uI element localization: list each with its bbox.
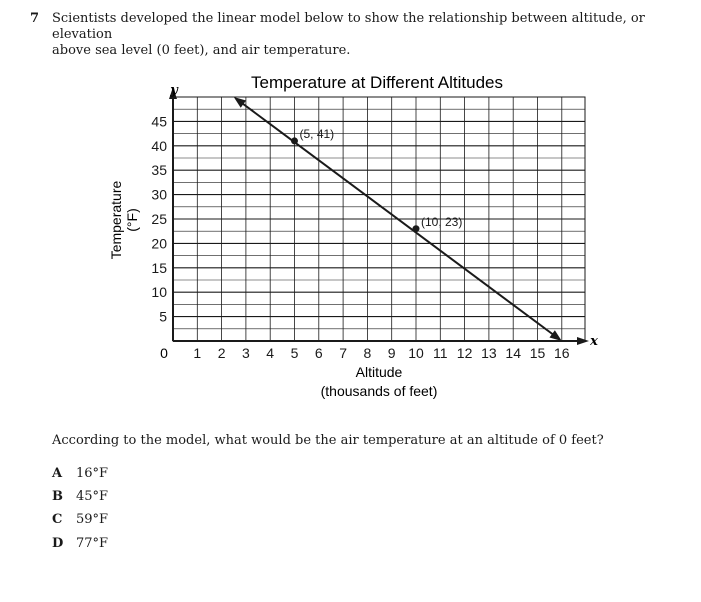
question-number: 7	[30, 11, 40, 26]
data-points	[291, 127, 462, 232]
x-tick-label: 12	[456, 345, 473, 361]
x-axis-label-line1: Altitude	[355, 364, 403, 380]
choice-text: 77°F	[76, 536, 109, 551]
x-tick-label: 14	[505, 345, 521, 361]
choice-letter: D	[52, 536, 64, 551]
x-tick-label: 6	[314, 345, 323, 361]
y-axis-label-line1: Temperature	[108, 180, 124, 260]
choice-text: 45°F	[76, 489, 109, 504]
origin-label: 0	[160, 345, 168, 361]
y-axis-letter: y	[170, 83, 178, 98]
choice-text: 16°F	[76, 466, 109, 481]
x-tick-label: 3	[242, 345, 250, 361]
y-tick-label: 20	[151, 235, 167, 252]
choice-letter: A	[52, 466, 63, 481]
choice-text: 59°F	[76, 512, 109, 527]
question-text-line1: Scientists developed the linear model below to show the relationship between altitude, or elevation	[52, 11, 645, 42]
y-tick-label: 40	[151, 137, 167, 154]
y-axis-label-line2: (°F)	[124, 208, 140, 232]
model-line-arrow-start	[234, 97, 246, 108]
x-tick-label: 11	[433, 345, 448, 361]
chart-title: Temperature at Different Altitudes	[251, 73, 503, 92]
x-tick-label: 1	[193, 345, 202, 361]
x-tick-label: 7	[339, 345, 347, 361]
x-axis-arrow	[577, 337, 589, 345]
y-tick-label: 45	[151, 113, 167, 130]
y-tick-label: 30	[151, 186, 167, 203]
y-tick-label: 35	[151, 162, 167, 179]
data-point-label: (10, 23)	[421, 214, 463, 229]
answer-choice-d[interactable]	[52, 536, 108, 551]
tick-labels	[151, 113, 569, 361]
choice-letter: B	[52, 489, 63, 504]
question-prompt: According to the model, what would be the air temperature at an altitude of 0 feet?	[52, 433, 604, 448]
chart-grid	[173, 97, 585, 341]
x-tick-label: 4	[266, 345, 275, 361]
question-text-line2: above sea level (0 feet), and air temperature.	[52, 43, 351, 58]
choice-letter: C	[52, 512, 63, 527]
data-point	[413, 225, 420, 232]
x-axis-label-line2: (thousands of feet)	[320, 383, 438, 399]
x-tick-label: 9	[387, 345, 396, 361]
x-tick-label: 13	[481, 345, 497, 361]
x-tick-label: 5	[290, 345, 299, 361]
data-point-label: (5, 41)	[299, 126, 335, 141]
x-tick-label: 16	[554, 345, 570, 361]
answer-choice-c[interactable]	[52, 512, 108, 527]
x-tick-label: 15	[529, 345, 546, 361]
chart-axes	[169, 87, 589, 345]
y-tick-label: 25	[151, 211, 167, 227]
x-tick-label: 2	[217, 345, 226, 361]
y-axis-label	[108, 180, 140, 259]
model-line-arrow-end	[549, 330, 561, 341]
data-point	[291, 137, 298, 144]
x-axis-letter: x	[590, 334, 598, 349]
answer-choice-b[interactable]	[52, 489, 108, 504]
x-tick-label: 8	[363, 345, 372, 361]
answer-choice-a[interactable]	[52, 466, 108, 481]
y-tick-label: 5	[159, 308, 167, 325]
y-tick-label: 15	[151, 259, 167, 276]
y-tick-label: 10	[151, 284, 167, 301]
x-tick-label: 10	[408, 345, 424, 361]
